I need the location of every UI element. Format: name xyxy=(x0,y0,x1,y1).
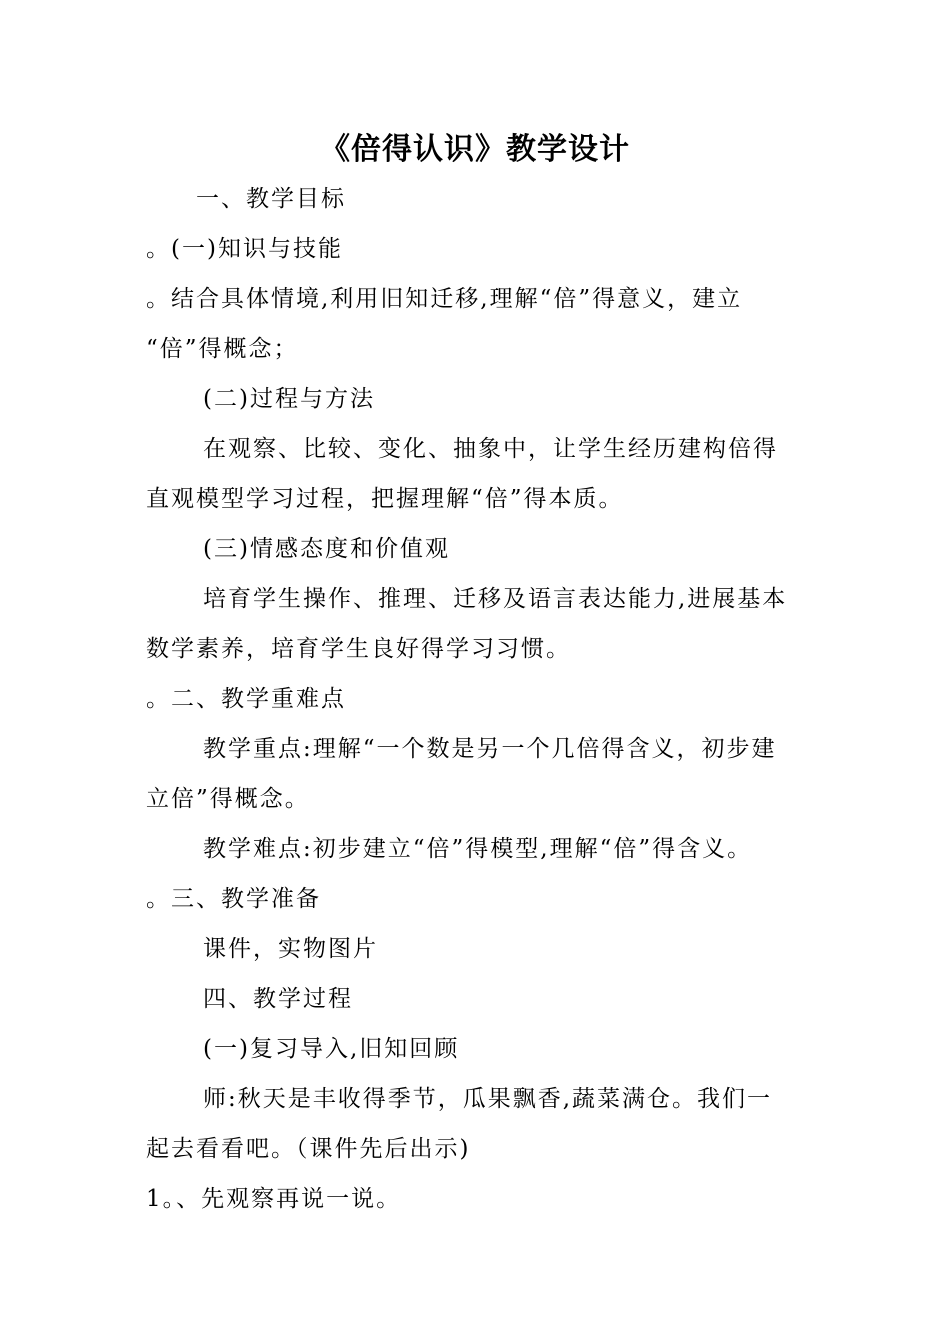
subheading-process-method: (二)过程与方法 xyxy=(203,386,375,412)
paragraph-line: 立倍”得概念。 xyxy=(146,786,310,812)
paragraph-line: 课件，实物图片 xyxy=(203,936,378,962)
section-heading-preparation: 。三、教学准备 xyxy=(146,886,321,912)
section-heading-key-points: 。二、教学重难点 xyxy=(146,686,346,712)
subheading-knowledge-skills: 。(一)知识与技能 xyxy=(146,236,343,262)
list-item-observe: 1。、先观察再说一说。 xyxy=(146,1186,402,1212)
document-title: 《倍得认识》教学设计 xyxy=(320,132,630,167)
section-heading-process: 四、教学过程 xyxy=(203,986,353,1012)
paragraph-line: 在观察、比较、变化、抽象中，让学生经历建构倍得 xyxy=(203,436,778,462)
paragraph-line: 直观模型学习过程，把握理解“倍”得本质。 xyxy=(146,486,624,512)
section-heading-objectives: 一、教学目标 xyxy=(196,186,346,212)
subheading-attitude-values: (三)情感态度和价值观 xyxy=(203,536,450,562)
paragraph-line: 培育学生操作、推理、迁移及语言表达能力,进展基本 xyxy=(203,586,788,612)
paragraph-line: 教学重点:理解“一个数是另一个几倍得含义，初步建 xyxy=(203,736,777,762)
paragraph-line: 起去看看吧。（课件先后出示) xyxy=(146,1136,471,1162)
paragraph-line: 师:秋天是丰收得季节，瓜果飘香,蔬菜满仓。我们一 xyxy=(203,1086,773,1112)
subheading-review: (一)复习导入,旧知回顾 xyxy=(203,1036,460,1062)
paragraph-line: 。结合具体情境,利用旧知迁移,理解“倍”得意义，建立 xyxy=(146,286,743,312)
paragraph-line: 教学难点:初步建立“倍”得模型,理解“倍”得含义。 xyxy=(203,836,753,862)
paragraph-line: “倍”得概念； xyxy=(146,336,299,362)
paragraph-line: 数学素养，培育学生良好得学习习惯。 xyxy=(146,636,571,662)
